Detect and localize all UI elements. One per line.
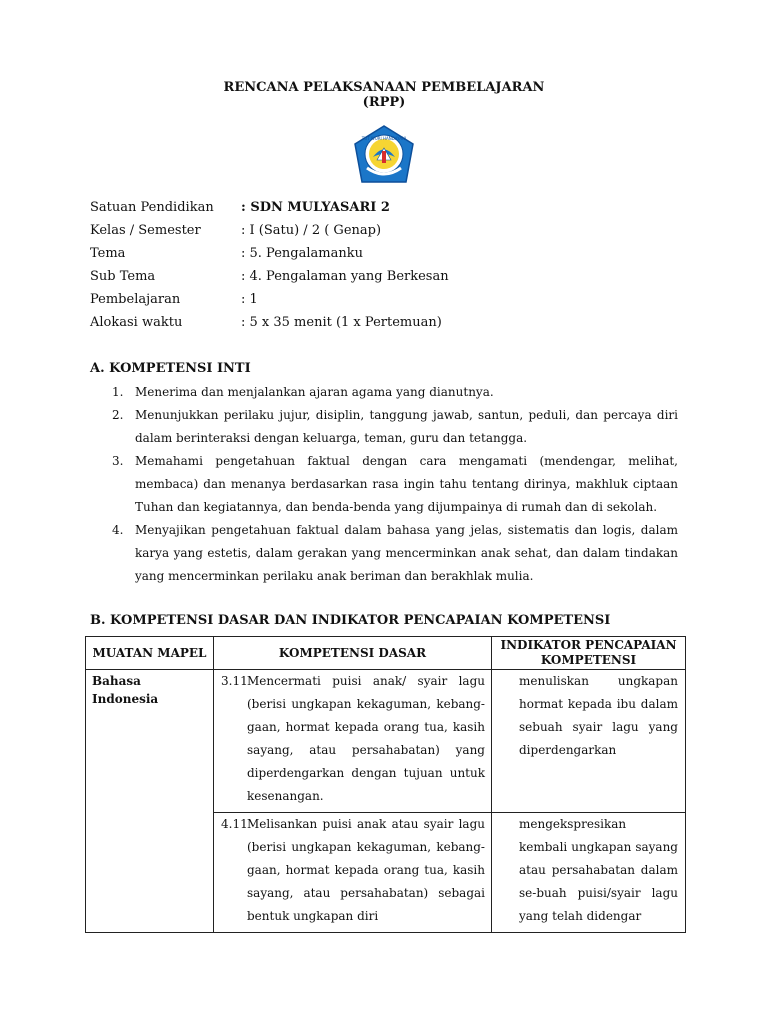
column-header: KOMPETENSI DASAR <box>214 637 492 670</box>
list-number: 1. <box>112 385 124 399</box>
indicator-cell <box>492 670 686 813</box>
info-label: Alokasi waktu <box>90 315 183 330</box>
info-row <box>90 314 690 337</box>
kd-code: 3.11 <box>221 674 248 688</box>
info-row <box>90 222 690 245</box>
info-value: : SDN MULYASARI 2 <box>241 200 390 215</box>
list-number: 2. <box>112 408 124 422</box>
column-header: MUATAN MAPEL <box>86 637 214 670</box>
info-value: : 4. Pengalaman yang Berkesan <box>241 269 449 284</box>
info-row <box>90 291 690 314</box>
list-item <box>110 404 678 450</box>
column-header: INDIKATOR PENCAPAIAN KOMPETENSI <box>492 637 686 670</box>
info-label: Pembelajaran <box>90 292 181 307</box>
info-value: : 5. Pengalamanku <box>241 246 363 261</box>
list-item <box>110 450 678 519</box>
kd-text: Mencermati puisi anak/ syair lagu (berisi ungkapan kekaguman, kebang-gaan, hormat kepada orang tua, kasih sayang, atau persahabatan) yang diperdengarkan dengan tujuan untuk kesenangan. <box>247 674 485 803</box>
info-label: Kelas / Semester <box>90 223 201 238</box>
list-number: 4. <box>112 523 124 537</box>
kd-cell <box>214 813 492 933</box>
table-row <box>86 670 686 813</box>
info-label: Tema <box>90 246 126 261</box>
mapel-cell: Bahasa Indonesia <box>86 670 214 933</box>
svg-text:TUT WURI HANDAYANI: TUT WURI HANDAYANI <box>361 136 407 141</box>
info-label: Satuan Pendidikan <box>90 200 214 215</box>
indicator-text: mengekspresikan kembali ungkapan sayang atau persahabatan dalam se-buah puisi/syair lagu yang telah didengar <box>519 817 678 923</box>
kompetensi-inti-list <box>110 381 678 588</box>
tut-wuri-handayani-logo-icon <box>351 124 417 188</box>
list-item-text: Menyajikan pengetahuan faktual dalam bahasa yang jelas, sistematis dan logis, dalam karya yang estetis, dalam gerakan yang mencerminkan anak sehat, dan dalam tindakan yang mencerminkan perilaku anak beriman dan berakhlak mulia. <box>135 523 678 583</box>
kompetensi-dasar-table <box>85 636 686 933</box>
info-block <box>90 199 690 337</box>
section-b-heading: B. KOMPETENSI DASAR DAN INDIKATOR PENCAPAIAN KOMPETENSI <box>90 613 611 628</box>
list-item-text: Memahami pengetahuan faktual dengan cara mengamati (mendengar, melihat, membaca) dan menanya berdasarkan rasa ingin tahu tentang dirinya, makhluk ciptaan Tuhan dan kegiatannya, dan benda-benda yang dijumpainya di rumah dan di sekolah. <box>135 454 678 514</box>
document-title: RENCANA PELAKSANAAN PEMBELAJARAN <box>223 80 545 95</box>
document-subtitle: (RPP) <box>362 95 406 110</box>
info-row <box>90 199 690 222</box>
list-item-text: Menerima dan menjalankan ajaran agama yang dianutnya. <box>135 385 494 399</box>
info-value: : I (Satu) / 2 ( Genap) <box>241 223 382 238</box>
info-row <box>90 268 690 291</box>
table-header-row <box>86 637 686 670</box>
info-label: Sub Tema <box>90 269 156 284</box>
indicator-cell <box>492 813 686 933</box>
section-a-heading: A. KOMPETENSI INTI <box>90 361 251 376</box>
info-value: : 5 x 35 menit (1 x Pertemuan) <box>241 315 442 330</box>
list-number: 3. <box>112 454 124 468</box>
list-item <box>110 519 678 588</box>
kd-code: 4.11 <box>221 817 248 831</box>
info-value: : 1 <box>241 292 258 307</box>
list-item <box>110 381 678 404</box>
kd-text: Melisankan puisi anak atau syair lagu (berisi ungkapan kekaguman, kebang-gaan, hormat kepada orang tua, kasih sayang, atau persahabatan) sebagai bentuk ungkapan diri <box>247 817 485 923</box>
list-item-text: Menunjukkan perilaku jujur, disiplin, tanggung jawab, santun, peduli, dan percaya diri dalam berinteraksi dengan keluarga, teman, guru dan tetangga. <box>135 408 678 445</box>
kd-cell <box>214 670 492 813</box>
indicator-text: menuliskan ungkapan hormat kepada ibu dalam sebuah syair lagu yang diperdengarkan <box>519 674 678 757</box>
info-row <box>90 245 690 268</box>
